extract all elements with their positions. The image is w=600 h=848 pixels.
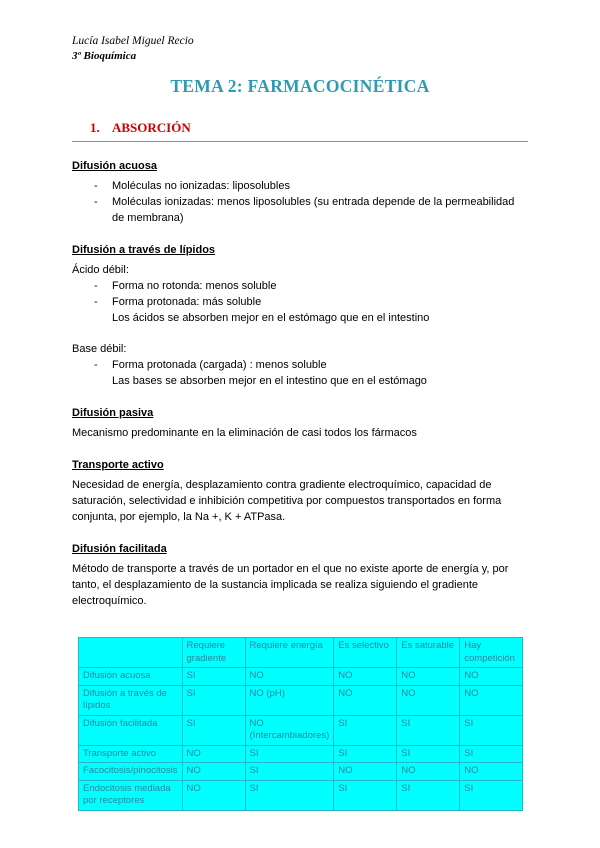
dash-bullet: - bbox=[94, 359, 98, 371]
row-label: Transporte activo bbox=[79, 745, 183, 763]
table-row bbox=[79, 685, 523, 715]
list-item bbox=[94, 278, 528, 294]
table-row bbox=[79, 763, 523, 781]
table-cell: SI bbox=[182, 668, 245, 686]
table-cell: SI bbox=[334, 780, 397, 810]
table-cell: SI bbox=[397, 780, 460, 810]
list-item-text: Forma protonada: más soluble bbox=[112, 296, 262, 308]
list-item bbox=[94, 294, 528, 310]
table-cell: SI bbox=[182, 715, 245, 745]
section-difusion-lipidos bbox=[72, 242, 528, 389]
table-cell: SI bbox=[460, 780, 523, 810]
subsection-heading: Difusión facilitada bbox=[72, 543, 167, 555]
subsection-heading: Difusión pasiva bbox=[72, 407, 154, 419]
list-item-text: Forma no rotonda: menos soluble bbox=[112, 280, 277, 292]
list-item bbox=[94, 357, 528, 373]
table-cell: NO bbox=[245, 668, 334, 686]
table-cell: SI bbox=[397, 745, 460, 763]
table-cell: SI bbox=[334, 745, 397, 763]
dash-bullet: - bbox=[94, 296, 98, 308]
table-header-cell: Es selectivo bbox=[334, 638, 397, 668]
acido-note: Los ácidos se absorben mejor en el estómago que en el intestino bbox=[112, 312, 430, 324]
table-cell: NO bbox=[460, 763, 523, 781]
list-item-text: Forma protonada (cargada) : menos soluble bbox=[112, 359, 327, 371]
section-text: Necesidad de energía, desplazamiento contra gradiente electroquímico, capacidad de saturación, selectividad e inhibición competitiva por compuestos transportados en forma conjunta, por ejemplo, la Na +, K + ATPasa. bbox=[72, 479, 502, 523]
blank-line bbox=[72, 326, 528, 340]
table-cell: SI bbox=[245, 763, 334, 781]
list-item bbox=[94, 194, 528, 226]
table-header-cell: Requiere gradiente bbox=[182, 638, 245, 668]
row-label: Difusión facilitada bbox=[79, 715, 183, 745]
dash-bullet: - bbox=[94, 280, 98, 292]
table-cell: SI bbox=[397, 715, 460, 745]
table-cell: NO bbox=[182, 780, 245, 810]
dash-bullet: - bbox=[94, 196, 98, 208]
section-transporte-activo bbox=[72, 457, 528, 525]
subsection-heading: Difusión acuosa bbox=[72, 160, 157, 172]
row-label: Difusión a través de lípidos bbox=[79, 685, 183, 715]
row-label: Facocitosis/pinocitosis bbox=[79, 763, 183, 781]
list-item-text: Moléculas ionizadas: menos liposolubles (su entrada depende de la permeabilidad de membrana) bbox=[112, 196, 515, 224]
list-item-text: Moléculas no ionizadas: liposolubles bbox=[112, 180, 290, 192]
section-text: Mecanismo predominante en la eliminación de casi todos los fármacos bbox=[72, 427, 417, 439]
section-difusion-pasiva bbox=[72, 405, 528, 441]
transport-comparison-table-wrap bbox=[78, 637, 528, 811]
table-cell: SI bbox=[334, 715, 397, 745]
subsection-heading: Transporte activo bbox=[72, 459, 164, 471]
document-title: TEMA 2: FARMACOCINÉTICA bbox=[170, 76, 430, 96]
table-cell: SI bbox=[460, 745, 523, 763]
table-row bbox=[79, 715, 523, 745]
header-block bbox=[72, 34, 528, 64]
table-cell: SI bbox=[460, 715, 523, 745]
section-heading-absorcion bbox=[72, 120, 528, 136]
table-row bbox=[79, 668, 523, 686]
table-cell: SI bbox=[182, 685, 245, 715]
section-label: ABSORCIÓN bbox=[112, 120, 191, 135]
list-item bbox=[94, 178, 528, 194]
table-header-cell: Es saturable bbox=[397, 638, 460, 668]
table-cell: NO bbox=[334, 763, 397, 781]
table-cell: NO bbox=[397, 763, 460, 781]
table-header-cell bbox=[79, 638, 183, 668]
table-header-row bbox=[79, 638, 523, 668]
table-cell: NO (pH) bbox=[245, 685, 334, 715]
table-row bbox=[79, 745, 523, 763]
table-cell: NO (Intercambiadores) bbox=[245, 715, 334, 745]
table-cell: NO bbox=[397, 668, 460, 686]
row-label: Endocitosis mediada por receptores bbox=[79, 780, 183, 810]
base-debil-label: Base débil: bbox=[72, 343, 127, 355]
subsection-heading: Difusión a través de lípidos bbox=[72, 244, 216, 256]
table-cell: NO bbox=[397, 685, 460, 715]
table-row bbox=[79, 780, 523, 810]
section-text: Método de transporte a través de un portador en el que no existe aporte de energía y, por tanto, el desplazamiento de la sustancia implicada se realiza siguiendo el gradiente electroquímico. bbox=[72, 563, 509, 607]
transport-comparison-table bbox=[78, 637, 523, 811]
table-cell: NO bbox=[334, 685, 397, 715]
acido-debil-label: Ácido débil: bbox=[72, 264, 129, 276]
dash-bullet: - bbox=[94, 180, 98, 192]
section-difusion-acuosa bbox=[72, 158, 528, 226]
base-note: Las bases se absorben mejor en el intestino que en el estómago bbox=[112, 375, 427, 387]
section-divider bbox=[72, 141, 528, 142]
row-label: Difusión acuosa bbox=[79, 668, 183, 686]
course-name: 3º Bioquímica bbox=[72, 50, 137, 62]
table-cell: NO bbox=[182, 763, 245, 781]
table-cell: SI bbox=[245, 745, 334, 763]
author-name: Lucía Isabel Miguel Recio bbox=[72, 35, 194, 47]
table-cell: NO bbox=[334, 668, 397, 686]
table-cell: NO bbox=[460, 668, 523, 686]
table-cell: SI bbox=[245, 780, 334, 810]
table-header-cell: Requiere energía bbox=[245, 638, 334, 668]
section-number: 1. bbox=[90, 120, 100, 135]
section-difusion-facilitada bbox=[72, 541, 528, 609]
table-cell: NO bbox=[460, 685, 523, 715]
table-cell: NO bbox=[182, 745, 245, 763]
table-header-cell: Hay competición bbox=[460, 638, 523, 668]
